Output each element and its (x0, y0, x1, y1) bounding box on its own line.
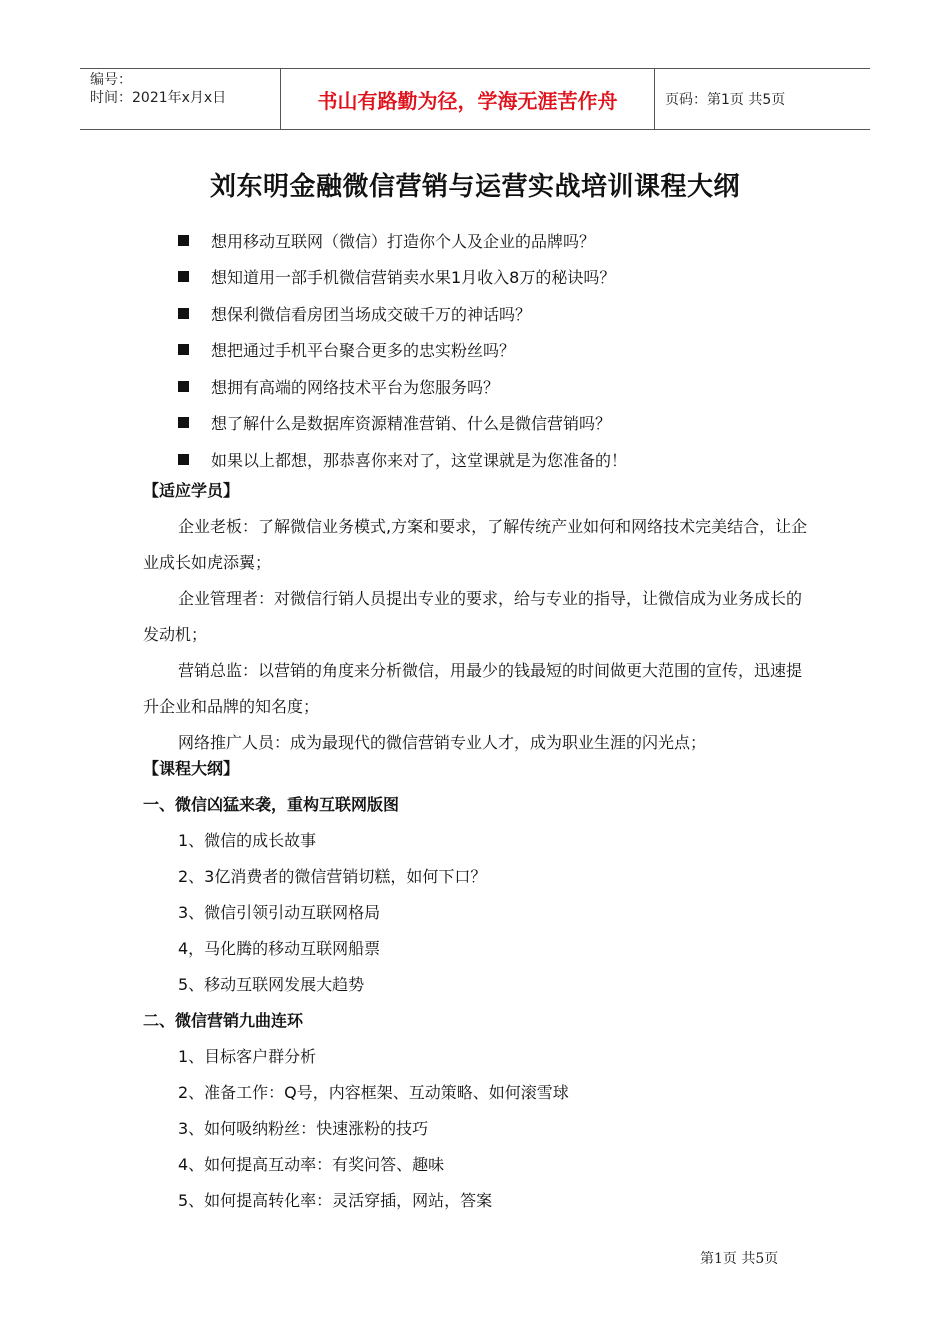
bullet-item (178, 222, 828, 259)
outline-item: 5、如何提高转化率：灵活穿插，网站，答案 (178, 1191, 493, 1210)
square-bullet-icon (178, 271, 189, 282)
bullet-text: 想了解什么是数据库资源精准营销、什么是微信营销吗？ (211, 414, 612, 434)
audience-paragraph: 营销总监：以营销的角度来分析微信，用最少的钱最短的时间做更大范围的宣传，迅速提升企业和品牌的知名度； (143, 661, 803, 716)
header-meta (80, 69, 281, 129)
time-label: 时间：2021年x月x日 (90, 90, 227, 106)
outline-item: 4、如何提高互动率：有奖问答、趣味 (178, 1155, 445, 1174)
bullet-text: 想把通过手机平台聚合更多的忠实粉丝吗？ (211, 341, 516, 361)
bullet-item (178, 295, 828, 332)
square-bullet-icon (178, 454, 189, 465)
outline-item: 3、微信引领引动互联网格局 (178, 903, 381, 922)
square-bullet-icon (178, 381, 189, 392)
bullet-item (178, 405, 828, 442)
page-header (80, 68, 870, 130)
square-bullet-icon (178, 417, 189, 428)
outline-heading: 【课程大纲】 (143, 759, 240, 778)
page-footer: 第1页 共5页 (700, 1251, 779, 1267)
number-label: 编号： (90, 72, 132, 88)
audience-paragraph: 企业管理者：对微信行销人员提出专业的要求，给与专业的指导，让微信成为业务成长的发动机； (143, 589, 803, 644)
bullet-text: 如果以上都想，那恭喜你来对了，这堂课就是为您准备的！ (211, 450, 628, 470)
bullet-text: 想拥有高端的网络技术平台为您服务吗？ (211, 377, 500, 397)
outline-section (143, 751, 813, 1219)
outline-item: 1、目标客户群分析 (178, 1047, 317, 1066)
bullet-text: 想保利微信看房团当场成交破千万的神话吗？ (211, 304, 532, 324)
audience-paragraph: 企业老板：了解微信业务模式,方案和要求，了解传统产业如何和网络技术完美结合，让企业成长如虎添翼； (143, 517, 808, 572)
square-bullet-icon (178, 235, 189, 246)
bullet-item (178, 332, 828, 369)
header-page-info: 页码：第1页 共5页 (665, 92, 786, 108)
audience-paragraph: 网络推广人员：成为最现代的微信营销专业人才，成为职业生涯的闪光点； (178, 733, 707, 752)
bullet-item (178, 259, 828, 296)
section-title: 二、微信营销九曲连环 (143, 1011, 304, 1030)
bullet-item (178, 368, 828, 405)
outline-item: 2、3亿消费者的微信营销切糕，如何下口？ (178, 867, 487, 886)
outline-item: 2、准备工作：Q号，内容框架、互动策略、如何滚雪球 (178, 1083, 569, 1102)
bullet-text: 想用移动互联网（微信）打造你个人及企业的品牌吗？ (211, 231, 596, 251)
outline-item: 5、移动互联网发展大趋势 (178, 975, 365, 994)
bullet-text: 想知道用一部手机微信营销卖水果1月收入8万的秘诀吗？ (211, 268, 616, 288)
header-motto: 书山有路勤为径，学海无涯苦作舟 (281, 69, 655, 129)
outline-item: 3、如何吸纳粉丝：快速涨粉的技巧 (178, 1119, 429, 1138)
audience-heading: 【适应学员】 (143, 481, 240, 500)
square-bullet-icon (178, 308, 189, 319)
square-bullet-icon (178, 344, 189, 355)
audience-section (143, 473, 813, 761)
document-title: 刘东明金融微信营销与运营实战培训课程大纲 (209, 172, 740, 202)
bullet-list (178, 222, 828, 478)
outline-item: 1、微信的成长故事 (178, 831, 317, 850)
section-title: 一、微信凶猛来袭，重构互联网版图 (143, 795, 400, 814)
outline-item: 4，马化腾的移动互联网船票 (178, 939, 381, 958)
